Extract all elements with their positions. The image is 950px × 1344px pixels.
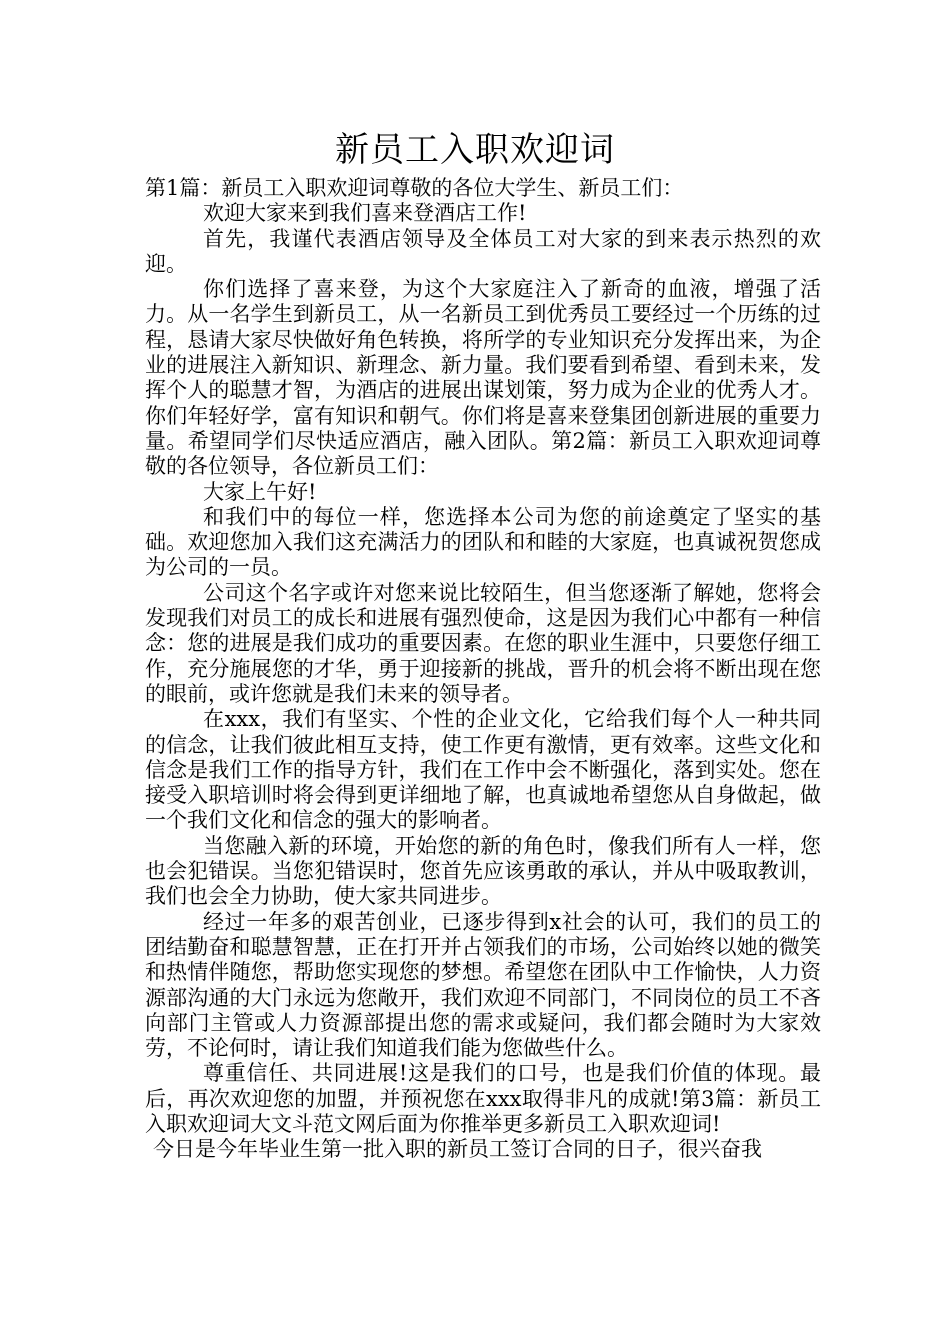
paragraph-7: 公司这个名字或许对您来说比较陌生，但当您逐渐了解她，您将会发现我们对员工的成长和进展有强烈使命，这是因为我们心中都有一种信念：您的进展是我们成功的重要因素。在您的职业生涯中，只要您仔细工作，充分施展您的才华，勇于迎接新的挑战，晋升的机会将不断出现在您的眼前，或许您就是我们未来的领导者。 (145, 580, 821, 706)
paragraph-4: 你们选择了喜来登，为这个大家庭注入了新奇的血液，增强了活力。从一名学生到新员工，从一名新员工到优秀员工要经过一个历练的过程，恳请大家尽快做好角色转换，将所学的专业知识充分发挥出来，为企业的进展注入新知识、新理念、新力量。我们要看到希望、看到未来，发挥个人的聪慧才智，为酒店的进展出谋划策，努力成为企业的优秀人才。你们年轻好学，富有知识和朝气。你们将是喜来登集团创新进展的重要力量。希望同学们尽快适应酒店，融入团队。第2篇：新员工入职欢迎词尊敬的各位领导，各位新员工们： (145, 277, 821, 479)
paragraph-2: 欢迎大家来到我们喜来登酒店工作! (203, 201, 527, 226)
paragraph-11: 尊重信任、共同进展!这是我们的口号，也是我们价值的体现。最后，再次欢迎您的加盟，并预祝您在xxx取得非凡的成就!第3篇：新员工入职欢迎词大文斗范文网后面为你推举更多新员工入职欢迎词! (145, 1061, 821, 1136)
paragraph-6: 和我们中的每位一样，您选择本公司为您的前途奠定了坚实的基础。欢迎您加入我们这充满活力的团队和和睦的大家庭，也真诚祝贺您成为公司的一员。 (145, 504, 821, 580)
paragraph-1: 第1篇：新员工入职欢迎词尊敬的各位大学生、新员工们： (145, 176, 684, 200)
document-body (145, 176, 821, 1163)
paragraph-9: 当您融入新的环境，开始您的新的角色时，像我们所有人一样，您也会犯错误。当您犯错误时，您首先应该勇敢的承认，并从中吸取教训，我们也会全力协助，使大家共同进步。 (145, 833, 821, 909)
paragraph-5: 大家上午好! (203, 479, 317, 504)
paragraph-12: 今日是今年毕业生第一批入职的新员工签订合同的日子，很兴奋我 (153, 1137, 762, 1162)
paragraph-8: 在xxx，我们有坚实、个性的企业文化，它给我们每个人一种共同的信念，让我们彼此相互支持，使工作更有激情，更有效率。这些文化和信念是我们工作的指导方针，我们在工作中会不断强化，落到实处。您在接受入职培训时将会得到更详细地了解，也真诚地希望您从自身做起，做一个我们文化和信念的强大的影响者。 (145, 707, 821, 833)
paragraph-3: 首先，我谨代表酒店领导及全体员工对大家的到来表示热烈的欢迎。 (145, 226, 821, 276)
paragraph-10: 经过一年多的艰苦创业，已逐步得到x社会的认可，我们的员工的团结勤奋和聪慧智慧，正在打开并占领我们的市场，公司始终以她的微笑和热情伴随您，帮助您实现您的梦想。希望您在团队中工作愉快，人力资源部沟通的大门永远为您敞开，我们欢迎不同部门，不同岗位的员工不吝向部门主管或人力资源部提出您的需求或疑问，我们都会随时为大家效劳，不论何时，请让我们知道我们能为您做些什么。 (145, 909, 821, 1061)
document-title: 新员工入职欢迎词 (335, 130, 615, 170)
